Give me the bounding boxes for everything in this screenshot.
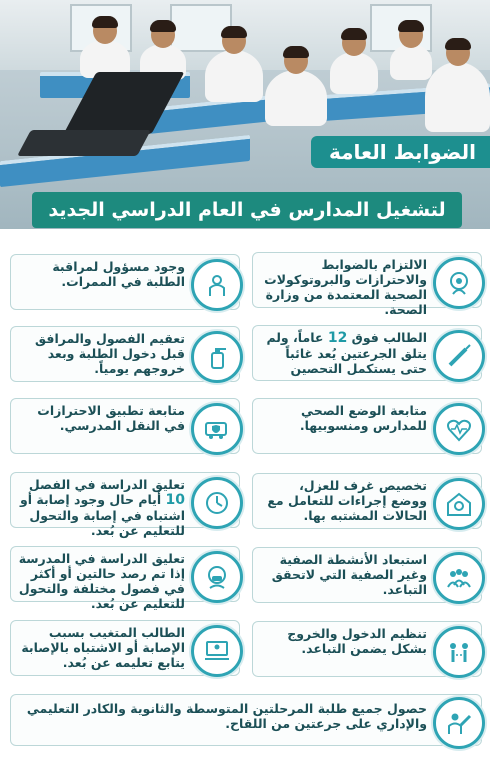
syringe-icon	[433, 330, 485, 382]
page-subtitle: لتشغيل المدارس في العام الدراسي الجديد	[48, 199, 446, 221]
student	[330, 52, 378, 94]
student-mask-icon	[191, 551, 243, 603]
rule-text: حصول جميع طلبة المرحلتين المتوسطة والثانوية والكادر التعليمي والإداري على جرعتين من اللقاح.	[26, 701, 427, 731]
rule-card	[252, 473, 482, 529]
rule-card	[10, 254, 240, 310]
rule-text: متابعة الوضع الصحي للمدارس ومنسوبيها.	[299, 403, 427, 433]
rule-text: وجود مسؤول لمراقبة الطلبة في الممرات.	[52, 259, 185, 289]
rule-card	[252, 325, 482, 381]
remote-learning-icon	[191, 625, 243, 677]
rule-card	[10, 620, 240, 676]
head-virus-icon	[433, 257, 485, 309]
title-sub-banner	[32, 192, 462, 228]
rule-card	[252, 621, 482, 677]
student	[205, 50, 263, 102]
monitor-person-icon	[191, 259, 243, 311]
student	[265, 70, 327, 126]
vaccinated-person-icon	[433, 697, 485, 749]
rule-text: تعليق الدراسة في الفصل 10 أيام حال وجود إصابة أو اشتباه في إصابة والتحول للتعليم عن بُعد.	[19, 477, 185, 538]
bus-shield-icon	[191, 403, 243, 455]
rule-text: الطالب المتغيب بسبب الإصابة أو الاشتباه بالإصابة يتابع تعليمه عن بُعد.	[21, 625, 185, 670]
rule-highlight-number: 10	[165, 492, 185, 508]
title-main-banner	[311, 136, 490, 168]
page-title: الضوابط العامة	[328, 140, 476, 164]
rule-text: تعقيم الفصول والمرافق قبل دخول الطلبة وبعد خروجهم يومياً.	[35, 331, 185, 376]
rule-text: استبعاد الأنشطة الصفية وغير الصفية التي لاتحقق التباعد.	[271, 552, 427, 597]
rule-text: الطالب فوق 12 عاماً، ولم يتلق الجرعتين يُعد غائباً حتى يستكمل التحصين	[266, 330, 427, 376]
isolation-room-icon	[433, 478, 485, 530]
rule-card	[252, 547, 482, 603]
rule-card-wide	[10, 694, 482, 746]
rule-text: تخصيص غرف للعزل، ووضع إجراءات للتعامل مع الحالات المشتبه بها.	[267, 478, 427, 523]
clock-virus-icon	[191, 477, 243, 529]
rule-card	[252, 252, 482, 317]
group-people-icon	[433, 552, 485, 604]
rule-text: تعليق الدراسة في المدرسة إذا تم رصد حالتين أو أكثر في فصول مختلفة والتحول للتعليم عن بُعد.	[18, 551, 185, 611]
rule-card	[10, 546, 240, 611]
rule-text: متابعة تطبيق الاحترازات في النقل المدرسي.	[37, 403, 185, 433]
distancing-icon	[433, 626, 485, 678]
rule-text: تنظيم الدخول والخروج بشكل يضمن التباعد.	[287, 626, 427, 656]
rule-card	[10, 326, 240, 382]
hero-classroom-photo	[0, 0, 490, 240]
rule-card	[10, 398, 240, 454]
rule-highlight-number: 12	[327, 330, 348, 346]
student	[425, 62, 490, 132]
laptop	[24, 72, 174, 162]
rule-text: الالتزام بالضوابط والاحترازات والبروتوكولات الصحية المعتمدة من وزارة الصحة.	[264, 257, 427, 317]
sanitizer-icon	[191, 331, 243, 383]
rule-card	[10, 472, 240, 538]
student	[390, 44, 432, 80]
heart-pulse-icon	[433, 403, 485, 455]
rule-card	[252, 398, 482, 454]
